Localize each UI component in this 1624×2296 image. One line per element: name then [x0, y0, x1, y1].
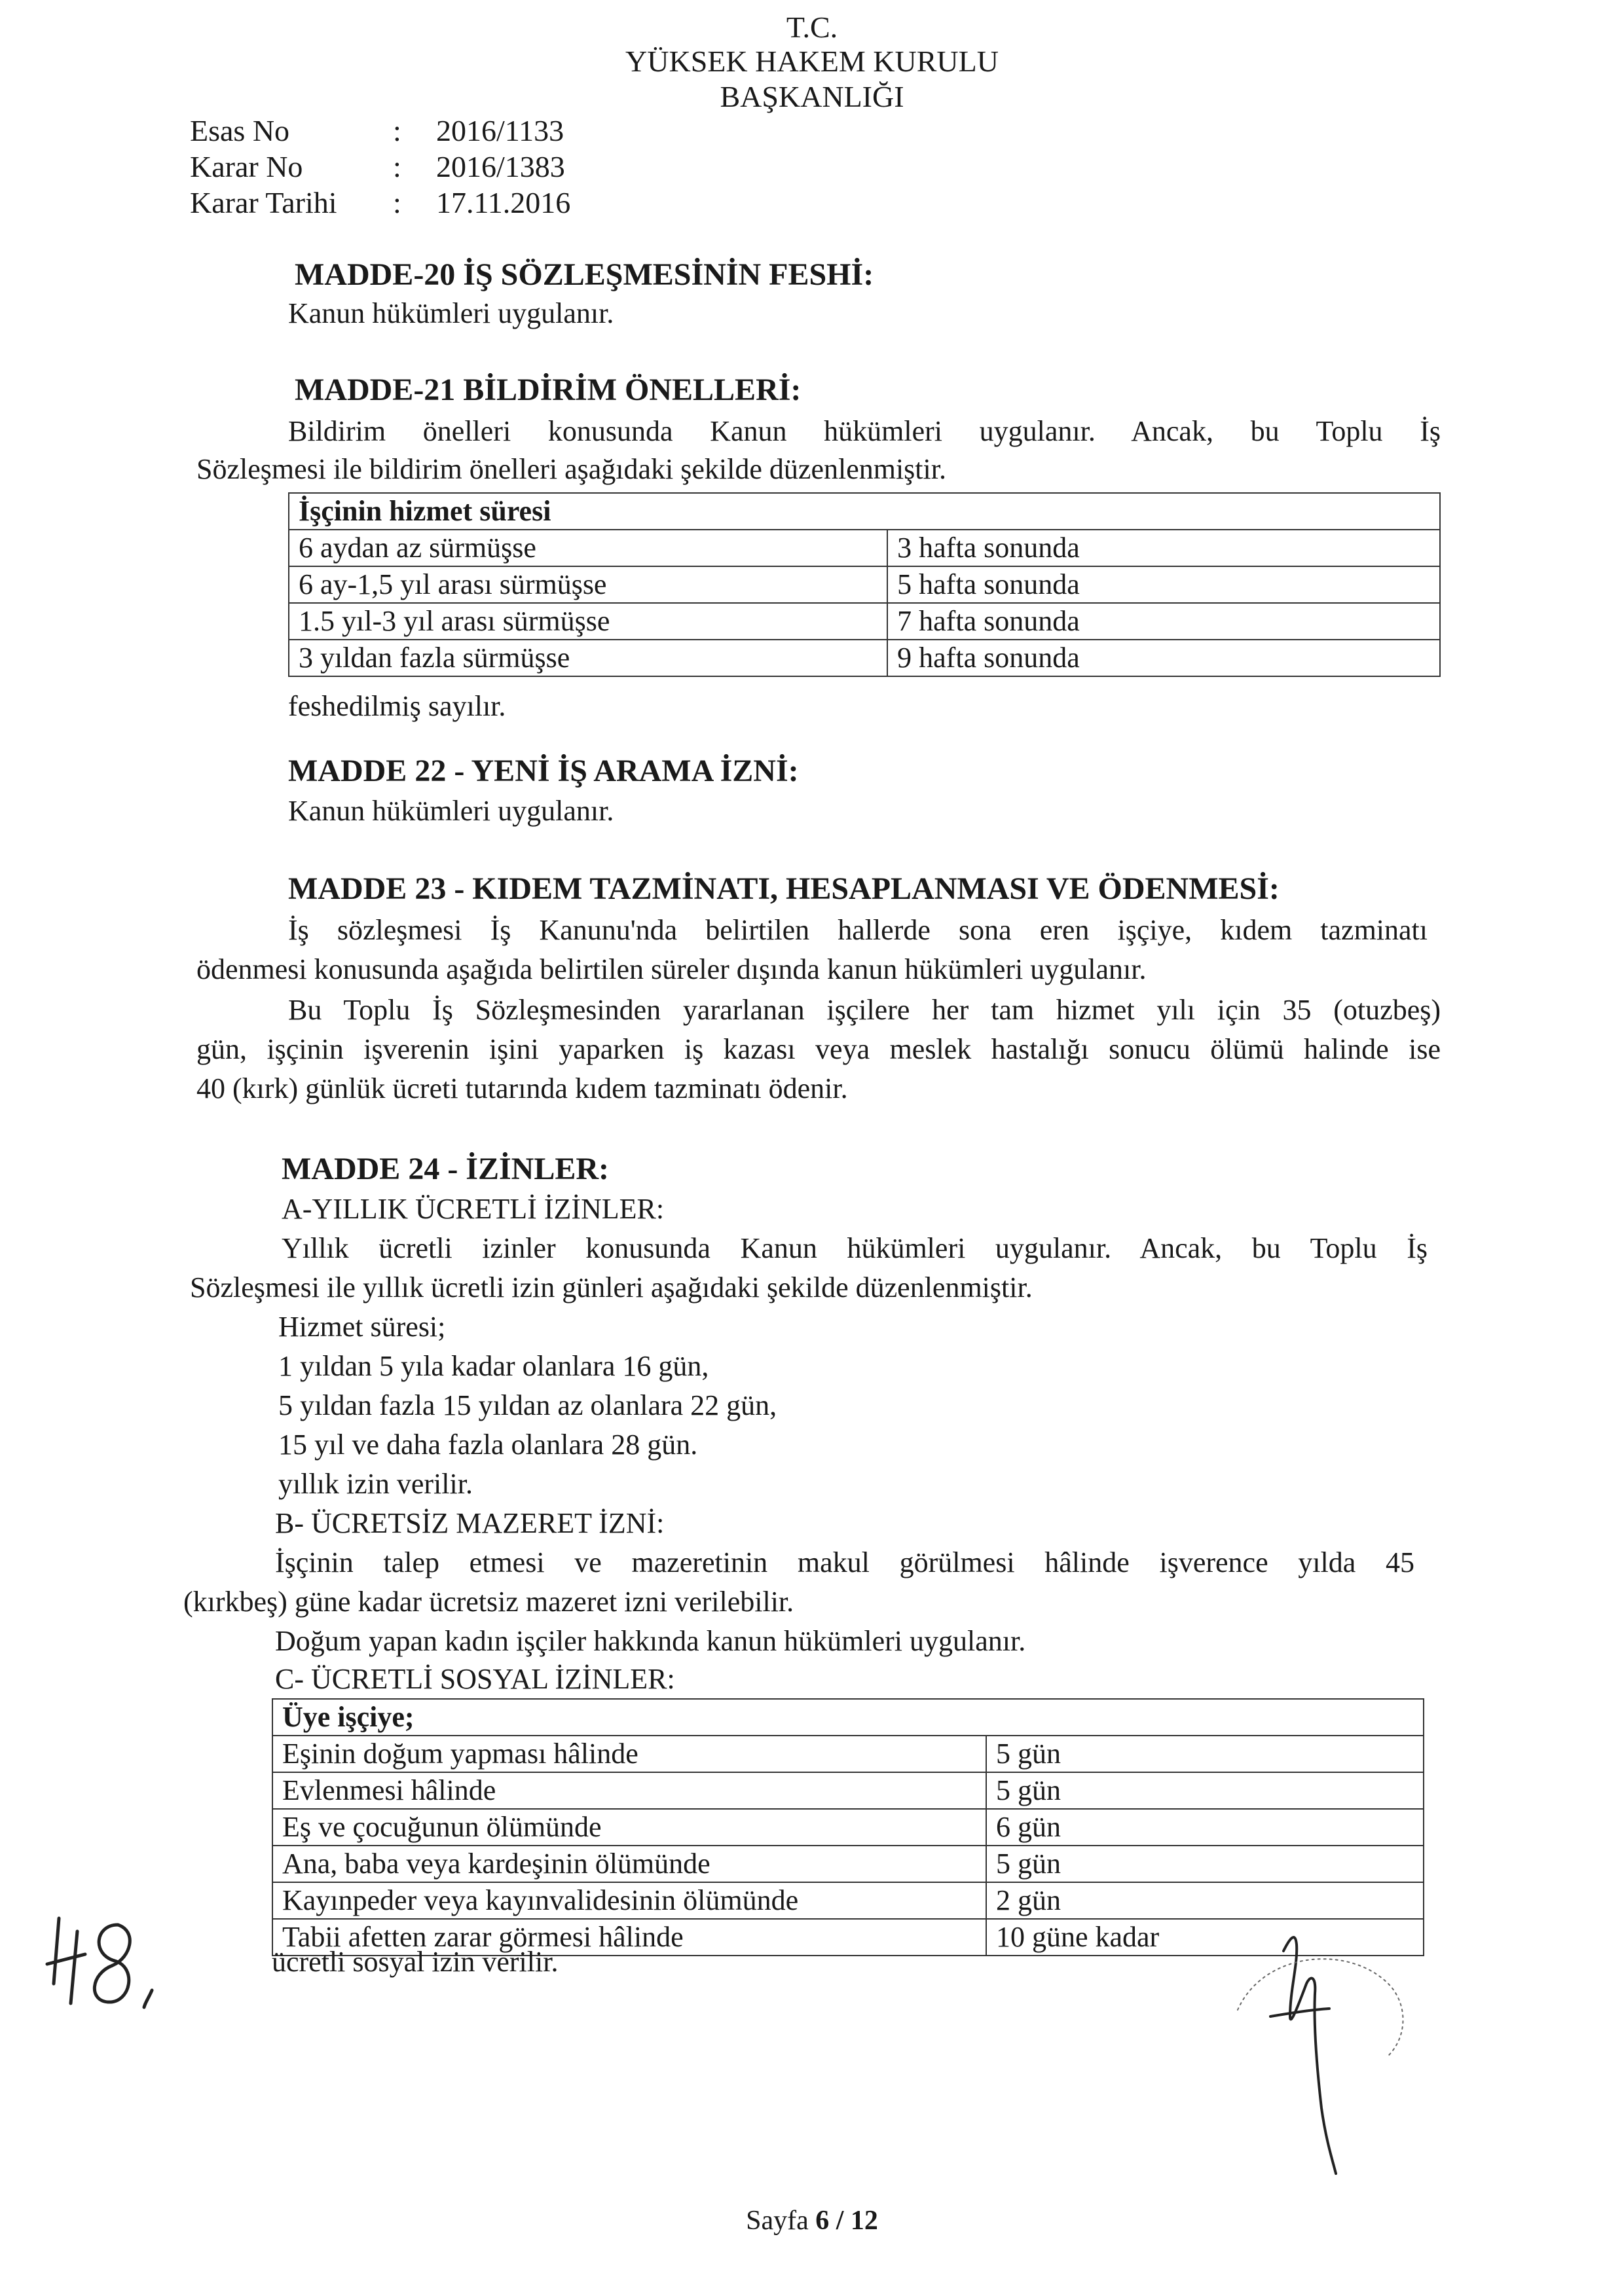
table-cell-duration: 6 ay-1,5 yıl arası sürmüşse [289, 566, 887, 603]
table-row [272, 1846, 1424, 1882]
madde21-after: feshedilmiş sayılır. [288, 690, 506, 722]
page-number: 6 / 12 [815, 2206, 878, 2236]
table-row [289, 640, 1440, 676]
table-cell-event: Evlenmesi hâlinde [272, 1772, 986, 1809]
table-cell-notice: 5 hafta sonunda [887, 566, 1440, 603]
page-footer [0, 2205, 1624, 2236]
madde21-text-line1: Bildirim önelleri konusunda Kanun hükümleri uygulanır. Ancak, bu Toplu İş [288, 415, 1441, 447]
case-info-esas [190, 115, 564, 147]
table-cell-days: 2 gün [986, 1882, 1424, 1919]
table-cell-days: 5 gün [986, 1846, 1424, 1882]
madde23-p2-line2: gün, işçinin işverenin işini yaparken iş kazası veya meslek hastalığı sonucu ölümü halinde ise [196, 1033, 1441, 1065]
case-info-value: 2016/1133 [436, 114, 564, 147]
table-row [272, 1809, 1424, 1846]
madde24-a-line3: Hizmet süresi; [278, 1311, 446, 1343]
signature-icon [1192, 1912, 1441, 2187]
madde24-a-line7: yıllık izin verilir. [278, 1468, 473, 1500]
madde24-c-title: C- ÜCRETLİ SOSYAL İZİNLER: [275, 1663, 675, 1695]
table-cell-event: Ana, baba veya kardeşinin ölümünde [272, 1846, 986, 1882]
madde21-text-line2: Sözleşmesi ile bildirim önelleri aşağıdaki şekilde düzenlenmiştir. [196, 453, 946, 485]
header-tc: T.C. [786, 10, 838, 44]
madde24-a-line4: 1 yıldan 5 yıla kadar olanlara 16 gün, [278, 1350, 709, 1382]
madde20-title: MADDE-20 İŞ SÖZLEŞMESİNİN FESHİ: [295, 257, 874, 292]
madde24-a-line6: 15 yıl ve daha fazla olanlara 28 gün. [278, 1429, 698, 1461]
table-cell-event: Tabii afetten zarar görmesi hâlinde [272, 1919, 986, 1956]
madde21-title: MADDE-21 BİLDİRİM ÖNELLERİ: [295, 373, 802, 407]
madde23-p1-line2: ödenmesi konusunda aşağıda belirtilen süreler dışında kanun hükümleri uygulanır. [196, 953, 1147, 985]
madde24-b-title: B- ÜCRETSİZ MAZERET İZNİ: [275, 1507, 665, 1539]
case-info-label: Karar No [190, 150, 303, 183]
table-header-cell: Üye işçiye; [272, 1699, 1424, 1736]
notice-period-table [288, 492, 1441, 677]
madde20-text: Kanun hükümleri uygulanır. [288, 297, 614, 329]
table-cell-event: Kayınpeder veya kayınvalidesinin ölümünde [272, 1882, 986, 1919]
table-cell-notice: 7 hafta sonunda [887, 603, 1440, 640]
table-cell-event: Eş ve çocuğunun ölümünde [272, 1809, 986, 1846]
table-cell-days: 5 gün [986, 1772, 1424, 1809]
header-presidency: BAŞKANLIĞI [720, 80, 904, 113]
madde24-b-line1: İşçinin talep etmesi ve mazeretinin makul görülmesi hâlinde işverence yılda 45 [275, 1546, 1414, 1578]
madde24-b-line2: (kırkbeş) güne kadar ücretsiz mazeret izni verilebilir. [183, 1586, 794, 1618]
case-info-label: Karar Tarihi [190, 186, 337, 219]
madde23-title: MADDE 23 - KIDEM TAZMİNATI, HESAPLANMASI VE ÖDENMESİ: [288, 871, 1280, 906]
case-info-value: 17.11.2016 [436, 186, 571, 219]
case-info-label: Esas No [190, 114, 290, 147]
table-cell-duration: 3 yıldan fazla sürmüşse [289, 640, 887, 676]
madde24-a-line2: Sözleşmesi ile yıllık ücretli izin günleri aşağıdaki şekilde düzenlenmiştir. [190, 1271, 1033, 1303]
table-cell-notice: 9 hafta sonunda [887, 640, 1440, 676]
handwritten-mark-icon [39, 1892, 170, 2023]
case-info-value: 2016/1383 [436, 150, 565, 183]
table-row [289, 603, 1440, 640]
table-row [289, 566, 1440, 603]
madde24-b-line3: Doğum yapan kadın işçiler hakkında kanun hükümleri uygulanır. [275, 1625, 1026, 1657]
table-cell-duration: 1.5 yıl-3 yıl arası sürmüşse [289, 603, 887, 640]
table-header-row [272, 1699, 1424, 1736]
table-row [289, 530, 1440, 566]
madde23-p2-line3: 40 (kırk) günlük ücreti tutarında kıdem tazminatı ödenir. [196, 1072, 848, 1104]
table-row [272, 1772, 1424, 1809]
case-info-karar [190, 151, 565, 183]
madde24-a-line5: 5 yıldan fazla 15 yıldan az olanlara 22 gün, [278, 1389, 777, 1421]
footer-prefix: Sayfa [746, 2206, 809, 2236]
header-institution: YÜKSEK HAKEM KURULU [625, 45, 999, 78]
madde22-title: MADDE 22 - YENİ İŞ ARAMA İZNİ: [288, 754, 799, 788]
case-info-tarih [190, 187, 570, 219]
table-header-row [289, 493, 1440, 530]
madde24-a-title: A-YILLIK ÜCRETLİ İZİNLER: [282, 1193, 665, 1225]
madde24-after: ücretli sosyal izin verilir. [272, 1946, 559, 1978]
case-info-sep: : [393, 150, 401, 183]
madde23-p2-line1: Bu Toplu İş Sözleşmesinden yararlanan işçilere her tam hizmet yılı için 35 (otuzbeş) [288, 994, 1441, 1026]
madde24-a-line1: Yıllık ücretli izinler konusunda Kanun hükümleri uygulanır. Ancak, bu Toplu İş [282, 1232, 1428, 1264]
table-cell-event: Eşinin doğum yapması hâlinde [272, 1736, 986, 1772]
case-info-sep: : [393, 186, 401, 219]
table-cell-days: 6 gün [986, 1809, 1424, 1846]
table-cell-days: 10 güne kadar [986, 1919, 1424, 1956]
table-cell-days: 5 gün [986, 1736, 1424, 1772]
madde24-title: MADDE 24 - İZİNLER: [282, 1152, 610, 1186]
table-row [272, 1736, 1424, 1772]
madde23-p1-line1: İş sözleşmesi İş Kanunu'nda belirtilen hallerde sona eren işçiye, kıdem tazminatı [288, 914, 1428, 946]
table-header-cell: İşçinin hizmet süresi [289, 493, 1440, 530]
madde22-text: Kanun hükümleri uygulanır. [288, 795, 614, 827]
case-info-sep: : [393, 114, 401, 147]
table-cell-duration: 6 aydan az sürmüşse [289, 530, 887, 566]
table-cell-notice: 3 hafta sonunda [887, 530, 1440, 566]
